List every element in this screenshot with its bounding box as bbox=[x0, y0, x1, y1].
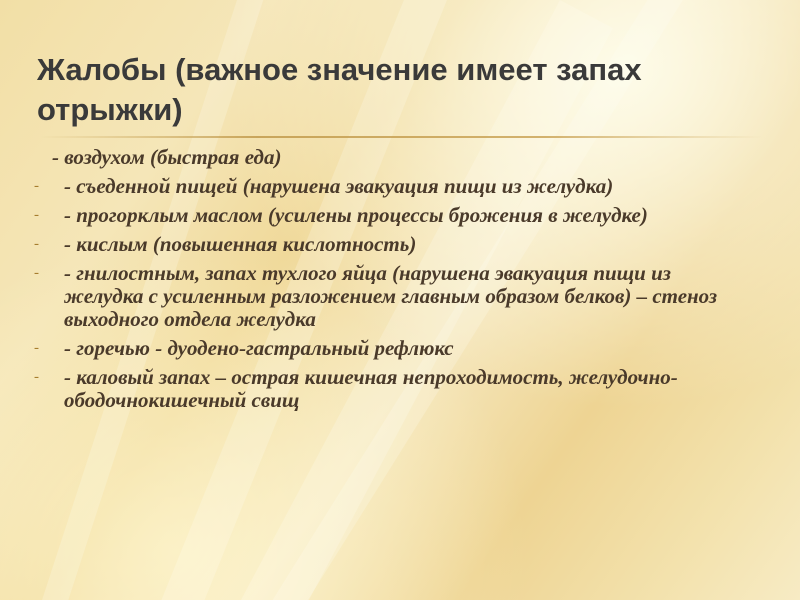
list-item bbox=[0, 175, 754, 198]
list-item-text: - гнилостным, запах тухлого яйца (нарушена эвакуация пищи из желудка с усиленным разложением главным образом белков) – стеноз выходного отдела желудка bbox=[64, 261, 718, 331]
list-item bbox=[0, 146, 742, 169]
bullet-marker: - bbox=[34, 178, 39, 194]
title-divider bbox=[40, 136, 762, 138]
list-item-text: - воздухом (быстрая еда) bbox=[52, 145, 282, 169]
bullet-marker: - bbox=[34, 340, 39, 356]
list-item-text: - каловый запах – острая кишечная непроходимость, желудочно-ободочнокишечный свищ bbox=[64, 365, 678, 412]
list-item-text: - кислым (повышенная кислотность) bbox=[64, 232, 417, 256]
list-item-text: - прогорклым маслом (усилены процессы брожения в желудке) bbox=[64, 203, 648, 227]
slide-title: Жалобы (важное значение имеет запах отрыжки) bbox=[37, 52, 642, 127]
list-item bbox=[0, 366, 754, 412]
content-list bbox=[0, 146, 800, 418]
bullet-marker: - bbox=[34, 369, 39, 385]
list-item bbox=[0, 337, 754, 360]
list-item bbox=[0, 233, 754, 256]
list-item bbox=[0, 262, 754, 331]
bullet-marker: - bbox=[34, 265, 39, 281]
bullet-marker: - bbox=[34, 207, 39, 223]
bullet-marker: - bbox=[34, 236, 39, 252]
list-item-text: - горечью - дуодено-гастральный рефлюкс bbox=[64, 336, 454, 360]
list-item-text: - съеденной пищей (нарушена эвакуация пищи из желудка) bbox=[64, 174, 614, 198]
list-item bbox=[0, 204, 754, 227]
